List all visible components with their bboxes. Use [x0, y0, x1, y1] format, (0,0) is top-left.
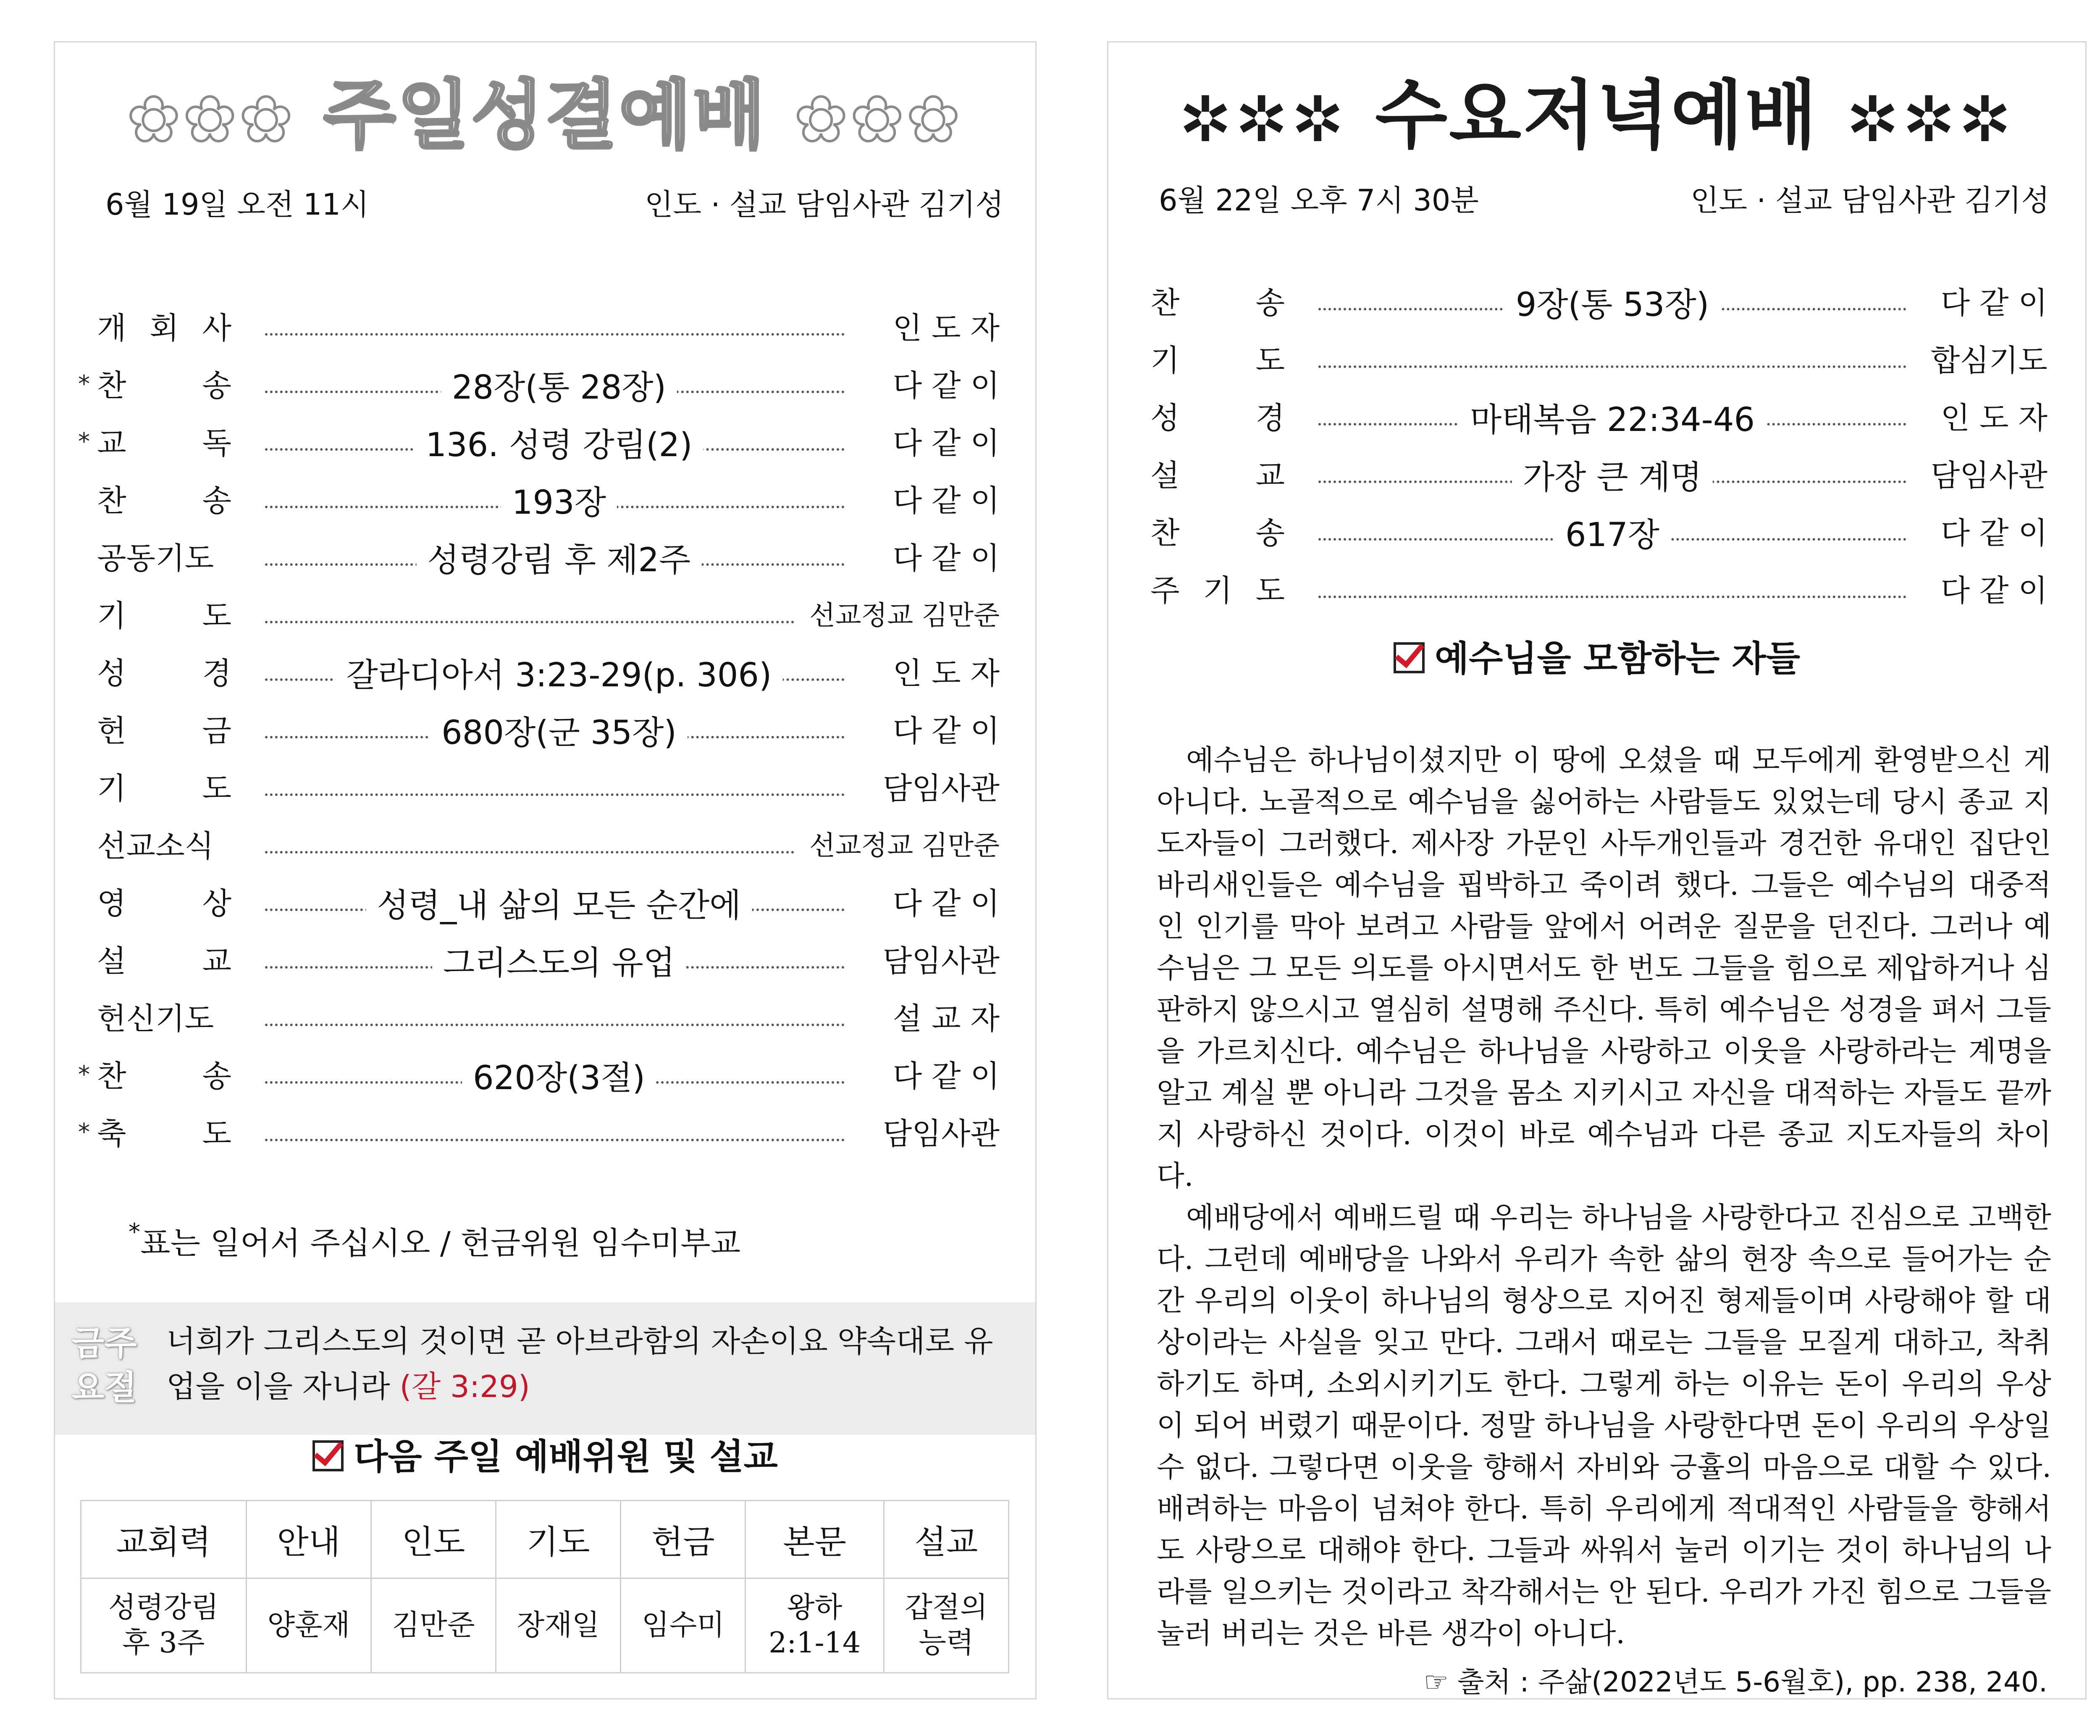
wednesday-datetime: 6월 22일 오후 7시 30분 — [1159, 183, 1479, 218]
order-item-person: 인 도 자 — [892, 310, 1000, 346]
order-label — [97, 595, 231, 637]
flower-icon: ✿✿✿ — [127, 83, 296, 156]
order-label — [97, 652, 231, 694]
order-item-person: 다 같 이 — [892, 1058, 1000, 1094]
table-header-cell: 안내 — [246, 1501, 371, 1578]
order-label — [97, 940, 231, 982]
table-header-cell: 기도 — [496, 1501, 621, 1578]
order-item-title: 갈라디아서 3:23-29(p. 306) — [336, 652, 783, 699]
order-row — [1108, 512, 2085, 562]
order-item-person: 담임사관 — [882, 771, 1000, 806]
order-item-title: 617장 — [1554, 512, 1670, 558]
order-item-title: 680장(군 35장) — [430, 710, 688, 756]
order-label — [97, 998, 231, 1040]
order-row — [55, 365, 1035, 415]
sunday-title — [55, 55, 1035, 163]
sermon-heading — [1108, 630, 2085, 681]
memory-verse-tag-line: 요절 — [72, 1368, 137, 1407]
order-label-char: 도 — [202, 598, 231, 633]
order-row — [55, 307, 1035, 357]
order-row — [55, 652, 1035, 703]
order-item-title: 성령강림 후 제2주 — [417, 537, 702, 583]
checkbox-checked-icon — [1394, 642, 1425, 673]
sermon-paragraph: 예배당에서 예배드릴 때 우리는 하나님을 사랑한다고 진심으로 고백한다. 그런데 예배당을 나와서 우리가 속한 삶의 현장 속으로 들어가는 순간 우리의 이웃이 하나님의 형상으로 지어진 형제들이며 사랑해야 할 대상이라는 사실을 잊고 만다. 그래서 때로는 그들을 모질게 대하고, 착취하기도 하며, 소외시키기도 한다. 그렇게 하는 이유는 돈이 우리의 우상이 되어 버렸기 때문이다. 정말 하나님을 사랑한다면 돈이 우리의 우상일 수 없다. 그렇다면 이웃을 향해서 자비와 긍휼의 마음으로 대할 수 있다. 배려하는 마음이 넘쳐야 한다. 특히 우리에게 적대적인 사람들을 향해서도 사랑으로 대해야 한다. 그들과 싸워서 눌러 이기는 것이 하나님의 나라를 일으키는 것이라고 착각해서는 안 된다. 우리가 가진 힘으로 그들을 눌러 버리는 것은 바른 생각이 아니다. — [1157, 1201, 2051, 1650]
order-label-char: 교 — [202, 943, 231, 979]
sermon-body — [1157, 740, 2051, 1655]
order-label-char: 헌신기도 — [97, 1001, 214, 1036]
order-label — [97, 537, 231, 579]
order-row — [55, 998, 1035, 1048]
order-row — [1108, 282, 2085, 332]
order-label-char: 송 — [202, 368, 231, 403]
sunday-service-panel — [54, 41, 1037, 1699]
sermon-heading-text: 예수님을 모함하는 자들 — [1435, 638, 1800, 679]
order-label — [97, 480, 231, 522]
order-label-char: 찬 — [1150, 515, 1180, 551]
order-item-person: 합심기도 — [1930, 343, 2048, 378]
table-cell: 김만준 — [371, 1578, 496, 1673]
order-label-char: 성 — [1150, 400, 1180, 436]
order-label-char: 도 — [1255, 343, 1285, 378]
order-label — [97, 1055, 231, 1097]
order-row — [55, 940, 1035, 990]
order-label-char: 사 — [202, 310, 231, 346]
order-item-person: 담임사관 — [882, 943, 1000, 979]
order-row — [55, 480, 1035, 530]
order-label — [97, 422, 231, 464]
checkbox-checked-icon — [312, 1440, 344, 1471]
order-item-person: 다 같 이 — [1940, 515, 2048, 551]
order-label-char: 금 — [202, 713, 231, 749]
order-label-char: 기 — [1203, 573, 1232, 608]
next-week-table — [80, 1500, 1009, 1673]
order-label-char: 기 — [97, 598, 126, 633]
order-row — [55, 767, 1035, 818]
sunday-leader: 인도 · 설교 담임사관 김기성 — [644, 187, 1004, 222]
order-label — [97, 825, 231, 867]
asterisk-icon: * — [78, 1061, 90, 1088]
order-row — [55, 537, 1035, 588]
order-label-char: 찬 — [1150, 285, 1180, 320]
asterisk-icon: * — [129, 1219, 140, 1246]
next-week-heading — [55, 1429, 1035, 1479]
table-header-cell: 교회력 — [81, 1501, 247, 1578]
order-label-char: 교 — [97, 425, 126, 461]
order-item-person: 다 같 이 — [892, 541, 1000, 576]
memory-verse-reference: (갈 3:29) — [399, 1369, 530, 1404]
table-cell: 양훈재 — [246, 1578, 371, 1673]
order-label-char: 송 — [202, 483, 231, 518]
order-label — [1150, 397, 1285, 439]
table-cell: 왕하 2:1-14 — [746, 1578, 884, 1673]
order-item-person: 담임사관 — [882, 1116, 1000, 1151]
order-label-char: 도 — [202, 771, 231, 806]
order-row — [55, 825, 1035, 875]
order-item-person: 다 같 이 — [1940, 573, 2048, 608]
order-item-title: 가장 큰 계명 — [1512, 454, 1713, 501]
order-item-person: 인 도 자 — [1940, 400, 2048, 436]
asterisk-flower-icon: ✲✲✲ — [1846, 83, 2015, 156]
order-item-title: 그리스도의 유업 — [432, 940, 686, 986]
order-row — [55, 1113, 1035, 1163]
order-item-title: 28장(통 28장) — [441, 365, 677, 411]
memory-verse-tag-line: 금주 — [72, 1324, 137, 1363]
sermon-paragraph: 예수님은 하나님이셨지만 이 땅에 오셨을 때 모두에게 환영받으신 게 아니다. 노골적으로 예수님을 싫어하는 사람들도 있었는데 당시 종교 지도자들이 그러했다. 제사장 가문인 사두개인들과 경건한 유대인 집단인 바리새인들은 예수님을 핍박하고 죽이려 했다. 그들은 예수님의 대중적인 인기를 막아 보려고 사람들 앞에서 어려운 질문을 던진다. 그러나 예수님은 그 모든 의도를 아시면서도 한 번도 그들을 힘으로 제압하거나 심판하지 않으시고 열심히 설명해 주신다. 특히 예수님은 성경을 펴서 그들을 가르치신다. 예수님은 하나님을 사랑하고 이웃을 사랑하라는 계명을 알고 계실 뿐 아니라 그것을 몸소 지키시고 자신을 대적하는 자들도 끝까지 사랑하신 것이다. 이것이 바로 예수님과 다른 종교 지도자들의 차이다. — [1157, 744, 2051, 1193]
wednesday-leader: 인도 · 설교 담임사관 김기성 — [1690, 183, 2050, 218]
order-item-person: 다 같 이 — [1940, 285, 2048, 320]
next-week-heading-text: 다음 주일 예배위원 및 설교 — [354, 1436, 778, 1477]
order-item-person: 선교정교 김만준 — [809, 830, 1000, 861]
order-row — [55, 882, 1035, 933]
order-row — [1108, 339, 2085, 390]
order-row — [55, 422, 1035, 473]
order-label — [97, 307, 231, 349]
standing-note — [129, 1219, 740, 1263]
order-item-title: 마태복음 22:34-46 — [1459, 397, 1766, 443]
asterisk-icon: * — [78, 428, 90, 455]
order-item-person: 다 같 이 — [892, 483, 1000, 518]
order-label-char: 교 — [1255, 458, 1285, 493]
dotted-leader — [265, 621, 794, 623]
order-label — [1150, 454, 1285, 496]
order-label-char: 찬 — [97, 1058, 126, 1094]
order-label-char: 상 — [202, 886, 231, 921]
standing-note-text: 표는 일어서 주십시오 / 헌금위원 임수미부교 — [140, 1225, 741, 1261]
order-label — [97, 882, 231, 924]
order-item-title: 620장(3절) — [462, 1055, 656, 1101]
memory-verse-box — [55, 1303, 1035, 1435]
dotted-leader — [1318, 365, 1906, 368]
dotted-leader — [265, 1024, 845, 1026]
order-label-char: 송 — [1255, 515, 1285, 551]
order-label — [97, 767, 231, 809]
dotted-leader — [1318, 596, 1906, 598]
order-item-title: 193장 — [501, 480, 617, 526]
order-item-title: 성령_내 삶의 모든 순간에 — [366, 882, 752, 929]
table-header-cell: 설교 — [884, 1501, 1008, 1578]
order-label-char: 기 — [1150, 343, 1180, 378]
order-row — [55, 1055, 1035, 1106]
table-cell: 임수미 — [621, 1578, 746, 1673]
table-header-cell: 인도 — [371, 1501, 496, 1578]
order-label-char: 도 — [1255, 573, 1285, 608]
order-item-person: 다 같 이 — [892, 425, 1000, 461]
order-row — [1108, 570, 2085, 620]
order-label-char: 설 — [1150, 458, 1180, 493]
order-label — [1150, 339, 1285, 381]
order-row — [55, 710, 1035, 760]
order-label — [1150, 512, 1285, 554]
order-row — [55, 595, 1035, 645]
sunday-datetime: 6월 19일 오전 11시 — [105, 187, 369, 222]
flower-icon: ✿✿✿ — [794, 83, 963, 156]
order-item-person: 다 같 이 — [892, 368, 1000, 403]
order-label — [1150, 570, 1285, 612]
wednesday-title — [1108, 55, 2085, 163]
dotted-leader — [265, 793, 845, 796]
memory-verse-body: 너희가 그리스도의 것이면 곧 아브라함의 자손이요 약속대로 유업을 이을 자니라 — [166, 1324, 993, 1404]
order-label-char: 도 — [202, 1116, 231, 1151]
order-label-char: 독 — [202, 425, 231, 461]
dotted-leader — [265, 1139, 845, 1141]
order-item-person: 선교정교 김만준 — [809, 600, 1000, 631]
order-item-person: 인 도 자 — [892, 656, 1000, 691]
order-label — [97, 710, 231, 752]
table-header-cell: 헌금 — [621, 1501, 746, 1578]
order-item-person: 다 같 이 — [892, 713, 1000, 749]
table-header-row — [81, 1501, 1009, 1578]
order-label-char: 경 — [202, 656, 231, 691]
sunday-title-text: 주일성결예배 — [323, 72, 767, 159]
order-item-person: 설 교 자 — [892, 1001, 1000, 1036]
wednesday-title-text: 수요저녁예배 — [1375, 72, 1819, 159]
order-label-char: 기 — [97, 771, 126, 806]
order-label-char: 헌 — [97, 713, 126, 749]
order-label-char: 송 — [202, 1058, 231, 1094]
order-label-char: 회 — [150, 310, 179, 346]
order-label-char: 성 — [97, 656, 126, 691]
asterisk-icon: * — [78, 1119, 90, 1146]
memory-verse-tag — [72, 1321, 143, 1410]
table-cell: 장재일 — [496, 1578, 621, 1673]
table-header-cell: 본문 — [746, 1501, 884, 1578]
asterisk-icon: * — [78, 370, 90, 398]
table-cell: 갑절의 능력 — [884, 1578, 1008, 1673]
order-label-char: 개 — [97, 310, 126, 346]
wednesday-service-panel — [1107, 41, 2087, 1699]
order-label-char: 영 — [97, 886, 126, 921]
order-item-person: 담임사관 — [1930, 458, 2048, 493]
order-row — [1108, 397, 2085, 447]
order-label-char: 공동기도 — [97, 541, 214, 576]
order-label-char: 경 — [1255, 400, 1285, 436]
order-item-title: 9장(통 53장) — [1505, 282, 1720, 328]
order-label-char: 찬 — [97, 483, 126, 518]
order-label-char: 찬 — [97, 368, 126, 403]
order-label-char: 송 — [1255, 285, 1285, 320]
order-label — [1150, 282, 1285, 324]
order-label — [97, 365, 231, 407]
source-citation: ☞ 출처 : 주삶(2022년도 5-6월호), pp. 238, 240. — [1423, 1666, 2048, 1698]
table-row — [81, 1578, 1009, 1673]
dotted-leader — [265, 333, 845, 336]
order-item-person: 다 같 이 — [892, 886, 1000, 921]
order-label-char: 주 — [1150, 573, 1180, 608]
order-label-char: 축 — [97, 1116, 126, 1151]
order-label-char: 설 — [97, 943, 126, 979]
table-cell: 성령강림 후 3주 — [81, 1578, 247, 1673]
order-label — [97, 1113, 231, 1155]
order-item-title: 136. 성령 강림(2) — [415, 422, 703, 468]
order-row — [1108, 454, 2085, 505]
order-label-char: 선교소식 — [97, 828, 214, 864]
dotted-leader — [265, 851, 794, 854]
memory-verse-text — [166, 1318, 1018, 1409]
asterisk-flower-icon: ✲✲✲ — [1179, 83, 1348, 156]
